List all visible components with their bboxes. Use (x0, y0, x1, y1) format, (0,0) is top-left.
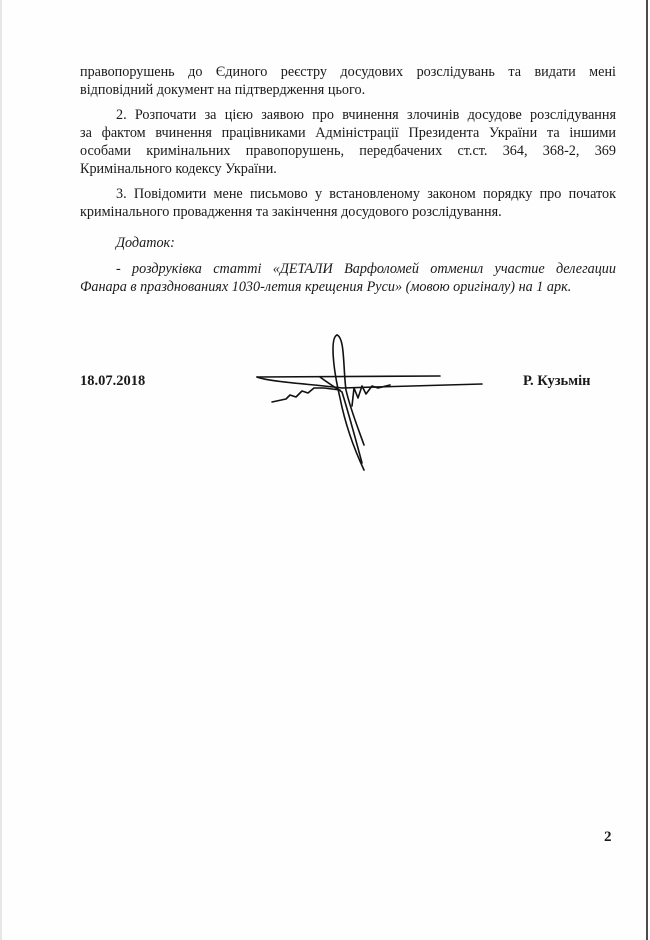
paragraph-1-line-2: відповідний документ на підтвердження цього. (80, 82, 366, 98)
paragraph-2-line-2: за фактом вчинення працівниками Адміністрації Президента України та іншими (80, 125, 616, 141)
page-left-edge (0, 0, 2, 940)
paragraph-2-line-1: 2. Розпочати за цією заявою про вчинення злочинів досудове розслідування (116, 107, 616, 123)
page-number: 2 (604, 829, 612, 845)
paragraph-3-line-1: 3. Повідомити мене письмово у встановленому законом порядку про початок (116, 186, 616, 202)
handwritten-signature (250, 328, 490, 478)
paragraph-2-line-3: особами кримінальних правопорушень, передбачених ст.ст. 364, 368-2, 369 (80, 143, 616, 159)
paragraph-3-line-2: кримінального провадження та закінчення досудового розслідування. (80, 204, 502, 220)
document-date: 18.07.2018 (80, 373, 146, 389)
paragraph-2-line-4: Кримінального кодексу України. (80, 161, 277, 177)
signer-name: Р. Кузьмін (523, 373, 591, 389)
attachment-line-1: - роздруківка статті «ДЕТАЛИ Варфоломей отменил участие делегации (116, 261, 616, 277)
attachment-heading: Додаток: (116, 235, 175, 251)
paragraph-1-line-1: правопорушень до Єдиного реєстру досудових розслідувань та видати мені (80, 64, 616, 80)
page-right-edge (646, 0, 648, 940)
attachment-line-2: Фанара в празднованиях 1030-летия крещения Руси» (мовою оригіналу) на 1 арк. (80, 279, 572, 295)
